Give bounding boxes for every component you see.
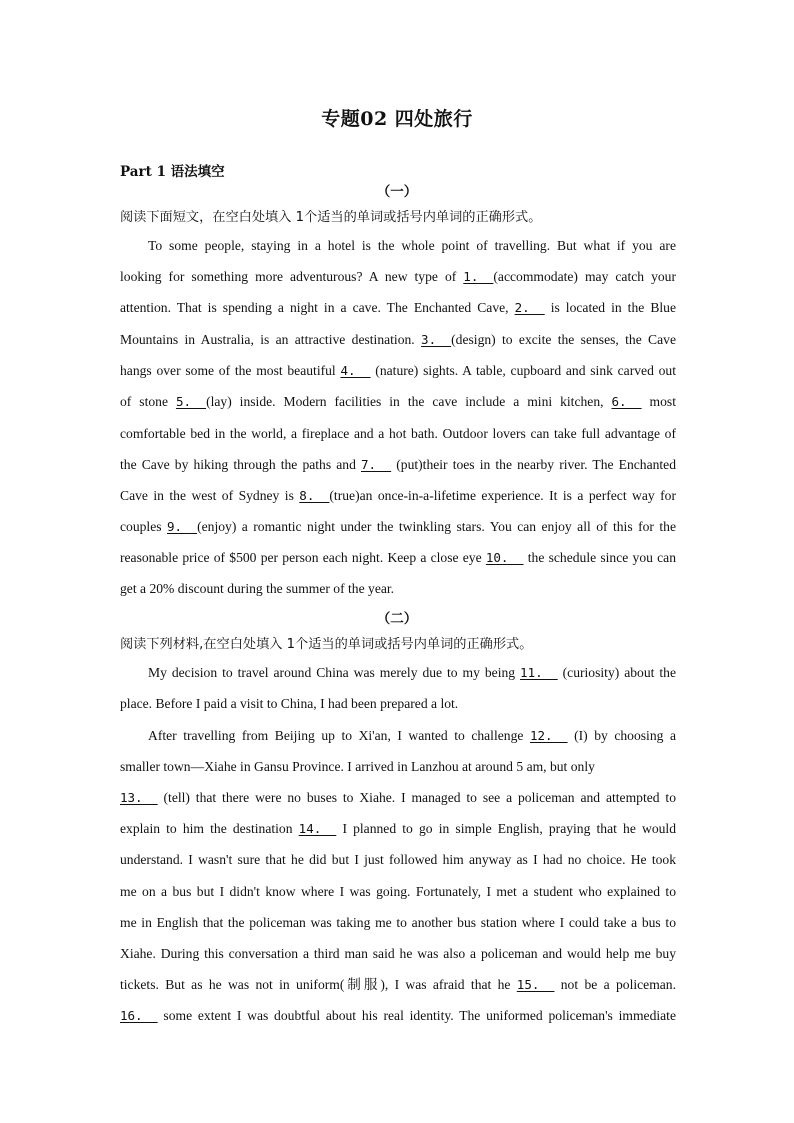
passage-text: (I) by choosing a: [567, 728, 676, 743]
passage-line: [120, 945, 676, 963]
passage-text: Xiahe. During this conversation a third man said he was also a policeman and would help me buy: [120, 946, 676, 961]
passage-text: reasonable price of $500 per person each night. Keep a close eye: [120, 550, 486, 565]
passage-text: of stone: [120, 394, 176, 409]
answer-blank[interactable]: 1.: [463, 269, 494, 284]
answer-blank[interactable]: 14.: [298, 821, 337, 836]
passage-text: (accommodate) may catch your: [493, 269, 676, 284]
passage-line: [120, 976, 676, 994]
passage-line: [120, 518, 676, 536]
passage-text: (curiosity) about the: [557, 665, 676, 680]
passage-text: I planned to go in simple English, praying that he would: [336, 821, 677, 836]
section-2-heading: （二）: [376, 611, 418, 627]
passage-line: [148, 727, 676, 745]
answer-blank[interactable]: 8.: [299, 488, 330, 503]
passage-text: (design) to excite the senses, the Cave: [451, 332, 676, 347]
passage-line: [120, 695, 676, 713]
passage-text: smaller town—Xiahe in Gansu Province. I arrived in Lanzhou at around 5 am, but only: [120, 759, 595, 774]
passage-text: Mountains in Australia, is an attractive destination.: [120, 332, 422, 347]
passage-line: [120, 549, 676, 567]
passage-text: the schedule since you can: [523, 550, 676, 565]
answer-blank[interactable]: 10.: [485, 550, 524, 565]
answer-blank[interactable]: 2.: [514, 300, 545, 315]
passage-line: [120, 268, 676, 286]
passage-text: most: [641, 394, 676, 409]
passage-text: the Cave by hiking through the paths and: [120, 457, 362, 472]
passage-text: attention. That is spending a night in a cave. The Enchanted Cave,: [120, 300, 515, 315]
answer-blank[interactable]: 5.: [175, 394, 207, 409]
passage-text: (enjoy) a romantic night under the twinkling stars. You can enjoy all of this for the: [197, 519, 676, 534]
passage-text: (true)an once-in-a-lifetime experience. It is a perfect way for: [329, 488, 676, 503]
passage-line: [120, 456, 676, 474]
passage-line: [120, 758, 676, 776]
passage-line: [120, 789, 676, 807]
answer-blank[interactable]: 13.: [120, 790, 158, 805]
passage-text: comfortable bed in the world, a fireplace and a hot bath. Outdoor lovers can take full advantage of: [120, 426, 676, 441]
passage-line: [120, 883, 676, 901]
passage-text: tickets. But as he was not in uniform(制服), I was afraid that he: [120, 977, 517, 992]
answer-blank[interactable]: 7.: [361, 457, 392, 472]
passage-text: (tell) that there were no buses to Xiahe. I managed to see a policeman and attempted to: [157, 790, 676, 805]
passage-text: (lay) inside. Modern facilities in the cave include a mini kitchen,: [206, 394, 612, 409]
page-title: 专题02 四处旅行: [321, 108, 473, 130]
passage-line: [120, 580, 676, 598]
passage-line: [120, 487, 676, 505]
passage-text: get a 20% discount during the summer of the year.: [120, 581, 395, 596]
section-2-instruction: 阅读下列材料,在空白处填入 1个适当的单词或括号内单词的正确形式。: [120, 637, 533, 652]
passage-text: looking for something more adventurous? A new type of: [120, 269, 464, 284]
passage-line: [120, 393, 676, 411]
answer-blank[interactable]: 11.: [520, 665, 558, 680]
passage-text: me on a bus but I didn't know where I was going. Fortunately, I met a student who explained to: [120, 884, 676, 899]
section-1-heading: （一）: [376, 184, 418, 200]
passage-text: some extent I was doubtful about his real identity. The uniformed policeman's immediate: [157, 1008, 676, 1023]
passage-line: [120, 851, 676, 869]
answer-blank[interactable]: 15.: [516, 977, 555, 992]
passage-text: Cave in the west of Sydney is: [120, 488, 300, 503]
answer-blank[interactable]: 9.: [166, 519, 198, 534]
passage-text: understand. I wasn't sure that he did but I just followed him anyway as I had no choice. He took: [120, 852, 676, 867]
passage-line: [120, 425, 676, 443]
answer-blank[interactable]: 12.: [529, 728, 568, 743]
passage-text: me in English that the policeman was taking me to another bus station where I could take a bus to: [120, 915, 676, 930]
passage-text: hangs over some of the most beautiful: [120, 363, 341, 378]
passage-line: [120, 331, 676, 349]
answer-blank[interactable]: 4.: [340, 363, 371, 378]
passage-text: not be a policeman.: [554, 977, 676, 992]
passage-line: [120, 914, 676, 932]
passage-line: [148, 237, 676, 255]
passage-text: couples: [120, 519, 167, 534]
passage-text: (put)their toes in the nearby river. The Enchanted: [391, 457, 677, 472]
passage-text: After travelling from Beijing up to Xi'an, I wanted to challenge: [148, 728, 530, 743]
answer-blank[interactable]: 16.: [120, 1008, 158, 1023]
passage-text: My decision to travel around China was merely due to my being: [148, 665, 521, 680]
passage-line: [148, 664, 676, 682]
part-heading: Part 1 语法填空: [120, 164, 225, 180]
passage-line: [120, 299, 676, 317]
section-1-instruction: 阅读下面短文，在空白处填入 1个适当的单词或括号内单词的正确形式。: [120, 210, 542, 225]
passage-text: (nature) sights. A table, cupboard and sink carved out: [370, 363, 676, 378]
passage-text: explain to him the destination: [120, 821, 299, 836]
answer-blank[interactable]: 6.: [611, 394, 642, 409]
answer-blank[interactable]: 3.: [421, 332, 452, 347]
passage-text: place. Before I paid a visit to China, I had been prepared a lot.: [120, 696, 459, 711]
passage-line: [120, 362, 676, 380]
passage-text: To some people, staying in a hotel is the whole point of travelling. But what if you are: [148, 238, 676, 253]
passage-line: [120, 1007, 676, 1025]
passage-text: is located in the Blue: [544, 300, 676, 315]
passage-line: [120, 820, 676, 838]
